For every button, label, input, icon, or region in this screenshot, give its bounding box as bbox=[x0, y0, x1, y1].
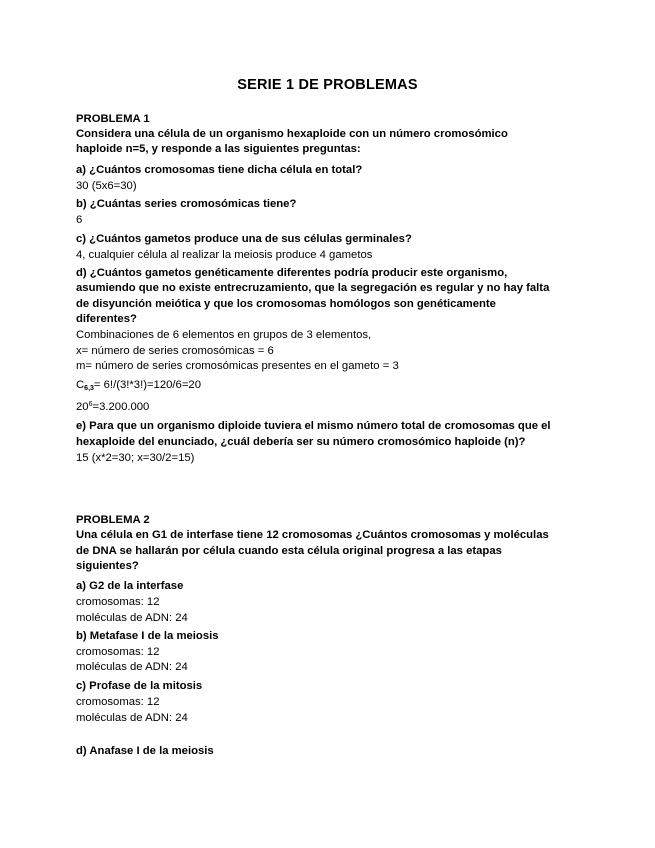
problem1-question-d-line: asumiendo que no existe entrecruzamiento, que la segregación es regular y no hay falta bbox=[76, 282, 550, 294]
problem1-question-b: b) ¿Cuántas series cromosómicas tiene? bbox=[76, 198, 297, 210]
problem1-answer-d-line: Combinaciones de 6 elementos en grupos de 3 elementos, bbox=[76, 329, 372, 341]
power-base: 20 bbox=[76, 401, 89, 413]
power-result bbox=[76, 398, 596, 414]
formula-expression: = 6!/(3!*3!)=120/6=20 bbox=[93, 379, 201, 391]
problem1-intro-line: Considera una célula de un organismo hexaploide con un número cromosómico bbox=[76, 128, 508, 140]
problem1-heading: PROBLEMA 1 bbox=[76, 113, 150, 125]
combination-formula bbox=[76, 378, 596, 396]
problem2-intro-line: de DNA se hallarán por célula cuando esta célula original progresa a las etapas bbox=[76, 545, 502, 557]
problem1-question-c: c) ¿Cuántos gametos produce una de sus células germinales? bbox=[76, 233, 412, 245]
page-title: SERIE 1 DE PROBLEMAS bbox=[237, 77, 418, 93]
problem2-intro-line: siguientes? bbox=[76, 560, 139, 572]
problem1-answer-d-line: x= número de series cromosómicas = 6 bbox=[76, 345, 274, 357]
problem1-question-e-line: hexaploide del enunciado, ¿cuál debería ser su número cromosómico haploide (n)? bbox=[76, 436, 526, 448]
problem2-answer-c-molecules: moléculas de ADN: 24 bbox=[76, 712, 188, 724]
problem2-intro-line: Una célula en G1 de interfase tiene 12 cromosomas ¿Cuántos cromosomas y moléculas bbox=[76, 529, 549, 541]
problem2-answer-a-chromosomes: cromosomas: 12 bbox=[76, 596, 160, 608]
formula-subscript: 6,3 bbox=[84, 385, 94, 392]
problem2-answer-b-molecules: moléculas de ADN: 24 bbox=[76, 661, 188, 673]
formula-symbol: C bbox=[76, 379, 85, 391]
problem2-answer-a-molecules: moléculas de ADN: 24 bbox=[76, 612, 188, 624]
problem1-question-e-line: e) Para que un organismo diploide tuviera el mismo número total de cromosomas que el bbox=[76, 420, 551, 432]
problem2-heading: PROBLEMA 2 bbox=[76, 514, 150, 526]
problem2-question-d: d) Anafase I de la meiosis bbox=[76, 745, 214, 757]
problem2-answer-c-chromosomes: cromosomas: 12 bbox=[76, 696, 160, 708]
problem1-answer-b: 6 bbox=[76, 214, 83, 226]
power-exponent: 6 bbox=[88, 401, 93, 408]
problem1-question-d-line: de disyunción meiótica y que los cromosomas homólogos son genéticamente bbox=[76, 298, 496, 310]
problem1-question-a: a) ¿Cuántos cromosomas tiene dicha célula en total? bbox=[76, 164, 363, 176]
problem2-question-b: b) Metafase I de la meiosis bbox=[76, 630, 219, 642]
problem1-answer-a: 30 (5x6=30) bbox=[76, 180, 137, 192]
problem1-intro-line: haploide n=5, y responde a las siguientes preguntas: bbox=[76, 143, 361, 155]
problem1-answer-c: 4, cualquier célula al realizar la meiosis produce 4 gametos bbox=[76, 249, 373, 261]
problem1-question-d-line: d) ¿Cuántos gametos genéticamente diferentes podría producir este organismo, bbox=[76, 267, 508, 279]
problem1-answer-e: 15 (x*2=30; x=30/2=15) bbox=[76, 452, 195, 464]
problem2-question-a: a) G2 de la interfase bbox=[76, 580, 184, 592]
power-value: =3.200.000 bbox=[92, 401, 150, 413]
problem1-answer-d-line: m= número de series cromosómicas presentes en el gameto = 3 bbox=[76, 360, 399, 372]
problem1-question-d-line: diferentes? bbox=[76, 313, 137, 325]
problem2-answer-b-chromosomes: cromosomas: 12 bbox=[76, 646, 160, 658]
problem2-question-c: c) Profase de la mitosis bbox=[76, 680, 203, 692]
